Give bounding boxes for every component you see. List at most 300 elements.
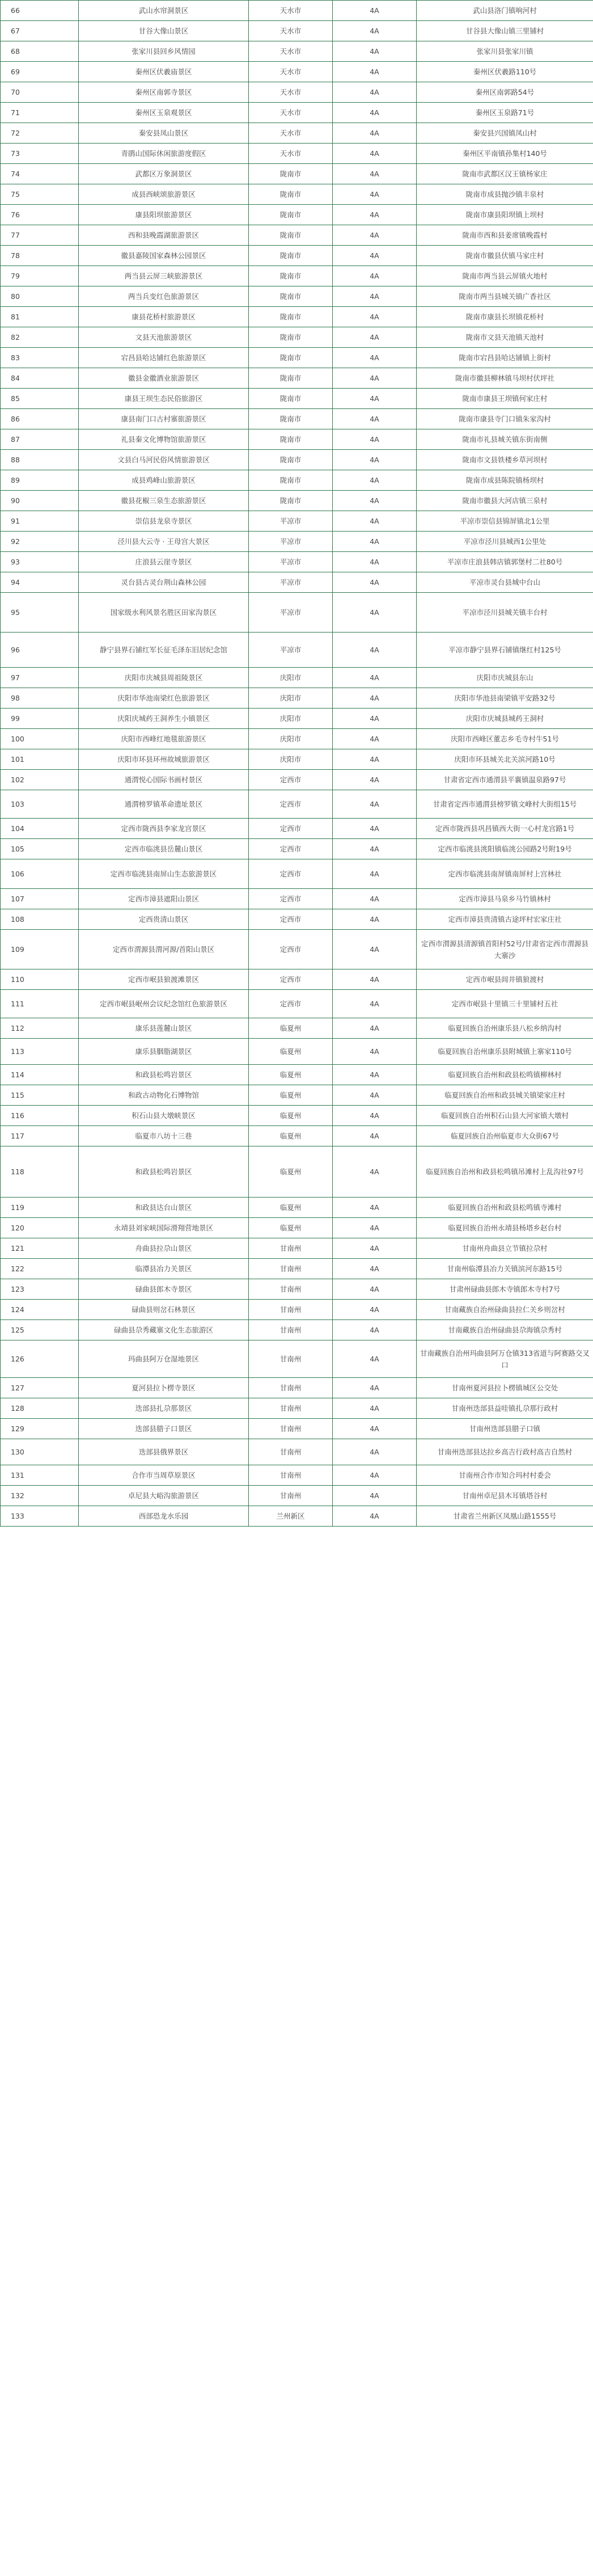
- city-name: 陇南市: [249, 491, 333, 511]
- row-number: 72: [1, 123, 79, 144]
- rating-level: 4A: [333, 1106, 417, 1126]
- spot-address: 临夏回族自治州积石山县大河家镇大墩村: [417, 1106, 593, 1126]
- table-row: [1, 327, 593, 348]
- rating-level: 4A: [333, 1218, 417, 1238]
- spot-address: 甘肃省定西市通渭县榜罗镇文峰村大街组15号: [417, 790, 593, 819]
- city-name: 甘南州: [249, 1378, 333, 1398]
- spot-name: 秦州区南郭寺景区: [79, 82, 249, 103]
- city-name: 兰州新区: [249, 1506, 333, 1527]
- city-name: 定西市: [249, 839, 333, 859]
- spot-address: 甘南州迭部县达拉乡高吉行政村高吉自然村: [417, 1439, 593, 1465]
- rating-level: 4A: [333, 909, 417, 930]
- spot-name: 康县南门口古村寨旅游景区: [79, 409, 249, 429]
- spot-name: 康县阳坝旅游景区: [79, 205, 249, 225]
- spot-address: 陇南市文县铁楼乡草河坝村: [417, 450, 593, 470]
- row-number: 130: [1, 1439, 79, 1465]
- table-row: [1, 1238, 593, 1259]
- spot-name: 夏河县拉卜楞寺景区: [79, 1378, 249, 1398]
- table-row: [1, 1340, 593, 1378]
- spot-address: 陇南市两当县云屏镇火地村: [417, 266, 593, 286]
- spot-address: 秦州区平南镇孙集村140号: [417, 144, 593, 164]
- spot-address: 临夏回族自治州和政县松鸣镇寺滩村: [417, 1198, 593, 1218]
- rating-level: 4A: [333, 266, 417, 286]
- table-row: [1, 930, 593, 969]
- table-row: [1, 859, 593, 889]
- table-row: [1, 572, 593, 593]
- city-name: 平凉市: [249, 532, 333, 552]
- rating-level: 4A: [333, 930, 417, 969]
- spot-name: 卓尼县大峪沟旅游景区: [79, 1486, 249, 1506]
- table-row: [1, 969, 593, 990]
- rating-level: 4A: [333, 819, 417, 839]
- rating-level: 4A: [333, 307, 417, 327]
- spot-name: 定西市漳县遮阳山景区: [79, 889, 249, 909]
- row-number: 75: [1, 184, 79, 205]
- row-number: 79: [1, 266, 79, 286]
- spot-address: 平凉市静宁县界石铺镇继红村125号: [417, 633, 593, 668]
- city-name: 临夏州: [249, 1018, 333, 1039]
- spot-address: 甘南藏族自治州玛曲县阿万仓镇313省道与阿赛路交叉口: [417, 1340, 593, 1378]
- rating-level: 4A: [333, 123, 417, 144]
- table-row: [1, 790, 593, 819]
- row-number: 91: [1, 511, 79, 532]
- table-row: [1, 1300, 593, 1320]
- spot-name: 定西市临洮县南屏山生态旅游景区: [79, 859, 249, 889]
- row-number: 97: [1, 668, 79, 688]
- spot-name: 合作市当周草原景区: [79, 1465, 249, 1486]
- table-row: [1, 1126, 593, 1146]
- row-number: 118: [1, 1146, 79, 1198]
- rating-level: 4A: [333, 749, 417, 770]
- row-number: 98: [1, 688, 79, 709]
- city-name: 陇南市: [249, 286, 333, 307]
- spot-name: 文县天池旅游景区: [79, 327, 249, 348]
- rating-level: 4A: [333, 103, 417, 123]
- rating-level: 4A: [333, 348, 417, 368]
- table-row: [1, 164, 593, 184]
- spot-address: 陇南市康县阳坝镇上坝村: [417, 205, 593, 225]
- city-name: 陇南市: [249, 327, 333, 348]
- spot-name: 庆阳市西峰红地毯旅游景区: [79, 729, 249, 749]
- city-name: 定西市: [249, 889, 333, 909]
- row-number: 125: [1, 1320, 79, 1340]
- row-number: 112: [1, 1018, 79, 1039]
- city-name: 平凉市: [249, 511, 333, 532]
- row-number: 124: [1, 1300, 79, 1320]
- row-number: 94: [1, 572, 79, 593]
- spot-name: 灵台县古灵台荆山森林公园: [79, 572, 249, 593]
- rating-level: 4A: [333, 709, 417, 729]
- city-name: 甘南州: [249, 1398, 333, 1419]
- spot-address: 甘南州迭部县益哇镇扎尕那行政村: [417, 1398, 593, 1419]
- spot-address: 庆阳市西峰区董志乡毛寺村牛51号: [417, 729, 593, 749]
- rating-level: 4A: [333, 633, 417, 668]
- city-name: 天水市: [249, 62, 333, 82]
- rating-level: 4A: [333, 1398, 417, 1419]
- rating-level: 4A: [333, 1085, 417, 1106]
- spot-address: 张家川县张家川镇: [417, 41, 593, 62]
- spot-name: 武都区万象洞景区: [79, 164, 249, 184]
- city-name: 平凉市: [249, 593, 333, 633]
- spot-address: 甘肃州碌曲县郎木寺镇郎木寺村7号: [417, 1279, 593, 1300]
- city-name: 陇南市: [249, 450, 333, 470]
- spot-name: 康县王坝生态民俗旅游区: [79, 389, 249, 409]
- spot-address: 定西市岷县闾井镇狼渡村: [417, 969, 593, 990]
- spot-address: 甘南藏族自治州碌曲县拉仁关乡则岔村: [417, 1300, 593, 1320]
- spot-name: 庆阳市环县环州故城旅游景区: [79, 749, 249, 770]
- rating-level: 4A: [333, 327, 417, 348]
- spot-name: 和政古动物化石博物馆: [79, 1085, 249, 1106]
- city-name: 陇南市: [249, 164, 333, 184]
- table-row: [1, 450, 593, 470]
- spot-address: 陇南市成县抛沙镇丰泉村: [417, 184, 593, 205]
- row-number: 85: [1, 389, 79, 409]
- table-row: [1, 21, 593, 41]
- row-number: 83: [1, 348, 79, 368]
- city-name: 陇南市: [249, 429, 333, 450]
- row-number: 69: [1, 62, 79, 82]
- row-number: 76: [1, 205, 79, 225]
- rating-level: 4A: [333, 1378, 417, 1398]
- row-number: 128: [1, 1398, 79, 1419]
- table-row: [1, 909, 593, 930]
- rating-level: 4A: [333, 429, 417, 450]
- table-row: [1, 552, 593, 572]
- row-number: 132: [1, 1486, 79, 1506]
- row-number: 71: [1, 103, 79, 123]
- spot-name: 碌曲县郎木寺景区: [79, 1279, 249, 1300]
- spot-name: 通渭悦心国际书画村景区: [79, 770, 249, 790]
- table-row: [1, 1279, 593, 1300]
- row-number: 119: [1, 1198, 79, 1218]
- spot-address: 临夏回族自治州临夏市大众街67号: [417, 1126, 593, 1146]
- city-name: 定西市: [249, 859, 333, 889]
- row-number: 92: [1, 532, 79, 552]
- spot-address: 庆阳市环县城关北关滨河路10号: [417, 749, 593, 770]
- city-name: 临夏州: [249, 1146, 333, 1198]
- spot-name: 西部恐龙水乐园: [79, 1506, 249, 1527]
- spot-name: 永靖县刘家峡国际滑翔营地景区: [79, 1218, 249, 1238]
- row-number: 89: [1, 470, 79, 491]
- rating-level: 4A: [333, 1018, 417, 1039]
- city-name: 陇南市: [249, 266, 333, 286]
- city-name: 甘南州: [249, 1259, 333, 1279]
- city-name: 平凉市: [249, 552, 333, 572]
- row-number: 77: [1, 225, 79, 246]
- spot-name: 张家川县回乡风情园: [79, 41, 249, 62]
- spot-name: 定西市陇西县李家龙宫景区: [79, 819, 249, 839]
- spot-name: 碌曲县则岔石林景区: [79, 1300, 249, 1320]
- row-number: 80: [1, 286, 79, 307]
- city-name: 定西市: [249, 969, 333, 990]
- row-number: 100: [1, 729, 79, 749]
- city-name: 陇南市: [249, 389, 333, 409]
- spot-name: 国家级水利风景名胜区田家沟景区: [79, 593, 249, 633]
- spot-name: 徽县花椒三泉生态旅游景区: [79, 491, 249, 511]
- spot-address: 陇南市宕昌县哈达铺镇上街村: [417, 348, 593, 368]
- city-name: 平凉市: [249, 633, 333, 668]
- spot-address: 临夏回族自治州康乐县附城镇上寨家110号: [417, 1039, 593, 1065]
- row-number: 111: [1, 990, 79, 1018]
- table-row: [1, 1146, 593, 1198]
- row-number: 110: [1, 969, 79, 990]
- city-name: 甘南州: [249, 1279, 333, 1300]
- city-name: 临夏州: [249, 1198, 333, 1218]
- row-number: 116: [1, 1106, 79, 1126]
- table-row: [1, 225, 593, 246]
- row-number: 103: [1, 790, 79, 819]
- spot-address: 临夏回族自治州和政县松鸣镇柳林村: [417, 1065, 593, 1085]
- rating-level: 4A: [333, 62, 417, 82]
- table-row: [1, 532, 593, 552]
- spot-name: 庄浪县云崖寺景区: [79, 552, 249, 572]
- row-number: 82: [1, 327, 79, 348]
- row-number: 101: [1, 749, 79, 770]
- city-name: 陇南市: [249, 368, 333, 389]
- spot-name: 积石山县大墩峡景区: [79, 1106, 249, 1126]
- table-row: [1, 1419, 593, 1439]
- rating-level: 4A: [333, 470, 417, 491]
- rating-level: 4A: [333, 1146, 417, 1198]
- spot-address: 甘南州临潭县冶力关镇滨河东路15号: [417, 1259, 593, 1279]
- table-row: [1, 307, 593, 327]
- table-row: [1, 266, 593, 286]
- city-name: 定西市: [249, 909, 333, 930]
- rating-level: 4A: [333, 511, 417, 532]
- row-number: 81: [1, 307, 79, 327]
- rating-level: 4A: [333, 1300, 417, 1320]
- spot-address: 甘谷县大像山镇三里铺村: [417, 21, 593, 41]
- row-number: 86: [1, 409, 79, 429]
- rating-level: 4A: [333, 225, 417, 246]
- row-number: 74: [1, 164, 79, 184]
- spot-address: 甘南藏族自治州碌曲县尕海镇尕秀村: [417, 1320, 593, 1340]
- spot-name: 定西贵清山景区: [79, 909, 249, 930]
- rating-level: 4A: [333, 246, 417, 266]
- row-number: 123: [1, 1279, 79, 1300]
- rating-level: 4A: [333, 552, 417, 572]
- row-number: 104: [1, 819, 79, 839]
- rating-level: 4A: [333, 389, 417, 409]
- rating-level: 4A: [333, 688, 417, 709]
- rating-level: 4A: [333, 729, 417, 749]
- table-row: [1, 62, 593, 82]
- rating-level: 4A: [333, 450, 417, 470]
- spot-address: 陇南市两当县城关镇广香社区: [417, 286, 593, 307]
- spot-address: 庆阳市华池县南梁镇平安路32号: [417, 688, 593, 709]
- spot-address: 定西市漳县马泉乡马竹镇林村: [417, 889, 593, 909]
- rating-level: 4A: [333, 409, 417, 429]
- rating-level: 4A: [333, 668, 417, 688]
- spot-name: 庆阳庆城药王洞养生小镇景区: [79, 709, 249, 729]
- spot-address: 陇南市文县天池镇天池村: [417, 327, 593, 348]
- spot-name: 康乐县莲麓山景区: [79, 1018, 249, 1039]
- city-name: 甘南州: [249, 1320, 333, 1340]
- city-name: 临夏州: [249, 1218, 333, 1238]
- rating-level: 4A: [333, 1279, 417, 1300]
- row-number: 109: [1, 930, 79, 969]
- city-name: 天水市: [249, 103, 333, 123]
- city-name: 天水市: [249, 82, 333, 103]
- city-name: 甘南州: [249, 1486, 333, 1506]
- table-row: [1, 368, 593, 389]
- rating-level: 4A: [333, 859, 417, 889]
- row-number: 121: [1, 1238, 79, 1259]
- city-name: 临夏州: [249, 1085, 333, 1106]
- row-number: 122: [1, 1259, 79, 1279]
- rating-level: 4A: [333, 491, 417, 511]
- rating-level: 4A: [333, 593, 417, 633]
- rating-level: 4A: [333, 82, 417, 103]
- table-row: [1, 286, 593, 307]
- spot-address: 秦州区南郭路54号: [417, 82, 593, 103]
- spot-address: 秦安县兴国镇凤山村: [417, 123, 593, 144]
- row-number: 114: [1, 1065, 79, 1085]
- rating-level: 4A: [333, 1039, 417, 1065]
- spot-name: 舟曲县拉尕山景区: [79, 1238, 249, 1259]
- table-row: [1, 1259, 593, 1279]
- spot-name: 徽县金徽酒业旅游景区: [79, 368, 249, 389]
- table-row: [1, 593, 593, 633]
- table-row: [1, 1486, 593, 1506]
- spot-name: 徽县嘉陵国家森林公园景区: [79, 246, 249, 266]
- table-row: [1, 1218, 593, 1238]
- spot-address: 陇南市徽县柳林镇马坝村伏坪社: [417, 368, 593, 389]
- table-row: [1, 819, 593, 839]
- city-name: 甘南州: [249, 1238, 333, 1259]
- spot-name: 甘谷大像山景区: [79, 21, 249, 41]
- row-number: 84: [1, 368, 79, 389]
- spot-address: 甘南州卓尼县木耳镇塔谷村: [417, 1486, 593, 1506]
- table-row: [1, 429, 593, 450]
- spot-name: 礼县秦文化博物馆旅游景区: [79, 429, 249, 450]
- spot-address: 秦州区玉泉路71号: [417, 103, 593, 123]
- spot-name: 碌曲县尕秀藏寨文化生态旅游区: [79, 1320, 249, 1340]
- spot-address: 平凉市崇信县锦屏镇北1公里: [417, 511, 593, 532]
- table-row: [1, 709, 593, 729]
- row-number: 117: [1, 1126, 79, 1146]
- row-number: 127: [1, 1378, 79, 1398]
- city-name: 陇南市: [249, 225, 333, 246]
- spot-name: 迭部县腊子口景区: [79, 1419, 249, 1439]
- table-row: [1, 1018, 593, 1039]
- spot-name: 玛曲县阿万仓湿地景区: [79, 1340, 249, 1378]
- row-number: 78: [1, 246, 79, 266]
- row-number: 87: [1, 429, 79, 450]
- city-name: 庆阳市: [249, 668, 333, 688]
- rating-level: 4A: [333, 889, 417, 909]
- table-row: [1, 688, 593, 709]
- spot-name: 西和县晚霞湖旅游景区: [79, 225, 249, 246]
- table-row: [1, 409, 593, 429]
- table-row: [1, 1439, 593, 1465]
- row-number: 107: [1, 889, 79, 909]
- city-name: 定西市: [249, 990, 333, 1018]
- spot-address: 定西市陇西县巩昌镇西大街一心村龙宫路1号: [417, 819, 593, 839]
- rating-level: 4A: [333, 41, 417, 62]
- city-name: 临夏州: [249, 1065, 333, 1085]
- row-number: 115: [1, 1085, 79, 1106]
- spot-address: 临夏回族自治州和政县松鸣镇吊滩村上乱沟社97号: [417, 1146, 593, 1198]
- spot-name: 通渭榜罗镇革命遗址景区: [79, 790, 249, 819]
- table-row: [1, 1378, 593, 1398]
- spot-address: 甘南州迭部县腊子口镇: [417, 1419, 593, 1439]
- spot-name: 和政县松鸣岩景区: [79, 1146, 249, 1198]
- table-row: [1, 1039, 593, 1065]
- rating-level: 4A: [333, 839, 417, 859]
- table-body: [1, 1, 593, 1527]
- rating-level: 4A: [333, 1259, 417, 1279]
- city-name: 天水市: [249, 1, 333, 21]
- table-row: [1, 491, 593, 511]
- rating-level: 4A: [333, 990, 417, 1018]
- rating-level: 4A: [333, 770, 417, 790]
- spot-name: 文县白马河民俗风情旅游景区: [79, 450, 249, 470]
- spot-address: 平凉市泾川县城西1公里处: [417, 532, 593, 552]
- rating-level: 4A: [333, 1340, 417, 1378]
- city-name: 定西市: [249, 930, 333, 969]
- row-number: 99: [1, 709, 79, 729]
- spot-address: 平凉市泾川县城关镇丰台村: [417, 593, 593, 633]
- spot-name: 两当兵变红色旅游景区: [79, 286, 249, 307]
- spot-name: 定西市岷县狼渡滩景区: [79, 969, 249, 990]
- table-row: [1, 1320, 593, 1340]
- row-number: 66: [1, 1, 79, 21]
- spot-name: 秦州区伏羲庙景区: [79, 62, 249, 82]
- row-number: 88: [1, 450, 79, 470]
- spot-name: 定西市渭源县渭河源/首阳山景区: [79, 930, 249, 969]
- spot-name: 武山水帘洞景区: [79, 1, 249, 21]
- spot-address: 庆阳市庆城县城药王洞村: [417, 709, 593, 729]
- row-number: 70: [1, 82, 79, 103]
- rating-level: 4A: [333, 1465, 417, 1486]
- spot-address: 陇南市康县寺门口镇朱家沟村: [417, 409, 593, 429]
- spot-name: 成县鸡峰山旅游景区: [79, 470, 249, 491]
- spot-name: 康县花桥村旅游景区: [79, 307, 249, 327]
- spot-address: 定西市渭源县清源镇首阳村52号/甘肃省定西市渭源县大寨沙: [417, 930, 593, 969]
- table-row: [1, 82, 593, 103]
- row-number: 96: [1, 633, 79, 668]
- rating-level: 4A: [333, 184, 417, 205]
- spot-name: 迭部县扎尕那景区: [79, 1398, 249, 1419]
- city-name: 甘南州: [249, 1300, 333, 1320]
- spot-name: 和政县松鸣岩景区: [79, 1065, 249, 1085]
- table-row: [1, 144, 593, 164]
- table-row: [1, 41, 593, 62]
- rating-level: 4A: [333, 1506, 417, 1527]
- rating-level: 4A: [333, 286, 417, 307]
- table-row: [1, 246, 593, 266]
- city-name: 临夏州: [249, 1039, 333, 1065]
- spot-name: 定西市临洮县岳麓山景区: [79, 839, 249, 859]
- row-number: 105: [1, 839, 79, 859]
- spot-address: 甘肃省兰州新区凤凰山路1555号: [417, 1506, 593, 1527]
- rating-level: 4A: [333, 532, 417, 552]
- table-row: [1, 1398, 593, 1419]
- city-name: 陇南市: [249, 184, 333, 205]
- city-name: 陇南市: [249, 409, 333, 429]
- spot-name: 庆阳市华池南梁红色旅游景区: [79, 688, 249, 709]
- spot-name: 青鹃山国际休闲旅游度假区: [79, 144, 249, 164]
- city-name: 陇南市: [249, 307, 333, 327]
- spot-address: 临夏回族自治州永靖县杨塔乡赵台村: [417, 1218, 593, 1238]
- table-row: [1, 633, 593, 668]
- spot-name: 泾川县大云寺 · 王母宫大景区: [79, 532, 249, 552]
- spot-address: 武山县洛门镇响河村: [417, 1, 593, 21]
- row-number: 129: [1, 1419, 79, 1439]
- table-row: [1, 511, 593, 532]
- rating-level: 4A: [333, 1486, 417, 1506]
